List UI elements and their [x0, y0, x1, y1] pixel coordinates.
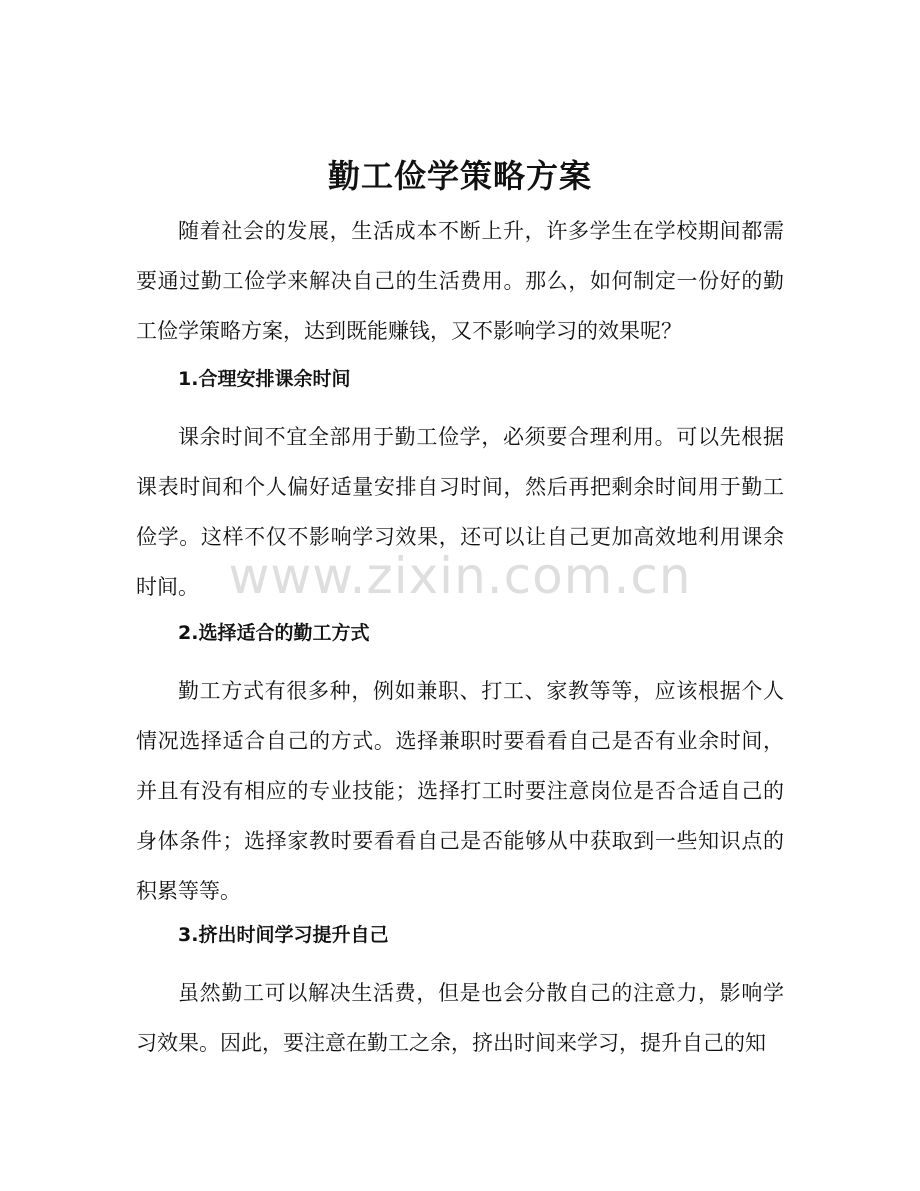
- section-1-body: 课余时间不宜全部用于勤工俭学，必须要合理利用。可以先根据课表时间和个人偏好适量安排自习时间，然后再把剩余时间用于勤工俭学。这样不仅不影响学习效果，还可以让自己更加高效地利用课余时间。: [136, 425, 784, 599]
- section-1-heading: 1.合理安排课余时间: [178, 368, 351, 390]
- intro-paragraph: 随着社会的发展，生活成本不断上升，许多学生在学校期间都需要通过勤工俭学来解决自己的生活费用。那么，如何制定一份好的勤工俭学策略方案，达到既能赚钱，又不影响学习的效果呢？: [136, 219, 784, 343]
- watermark: www.zixin.com.cn: [228, 547, 692, 605]
- section-2-heading: 2.选择适合的勤工方式: [178, 622, 370, 644]
- section-3-heading: 3.挤出时间学习提升自己: [178, 924, 389, 946]
- section-2-body: 勤工方式有很多种，例如兼职、打工、家教等等，应该根据个人情况选择适合自己的方式。选择兼职时要看看自己是否有业余时间，并且有没有相应的专业技能；选择打工时要注意岗位是否合适自己的身体条件；选择家教时要看看自己是否能够从中获取到一些知识点的积累等等。: [136, 679, 784, 903]
- section-3-body: 虽然勤工可以解决生活费，但是也会分散自己的注意力，影响学习效果。因此，要注意在勤工之余，挤出时间来学习，提升自己的知: [136, 981, 784, 1055]
- document-title: 勤工俭学策略方案: [327, 157, 592, 195]
